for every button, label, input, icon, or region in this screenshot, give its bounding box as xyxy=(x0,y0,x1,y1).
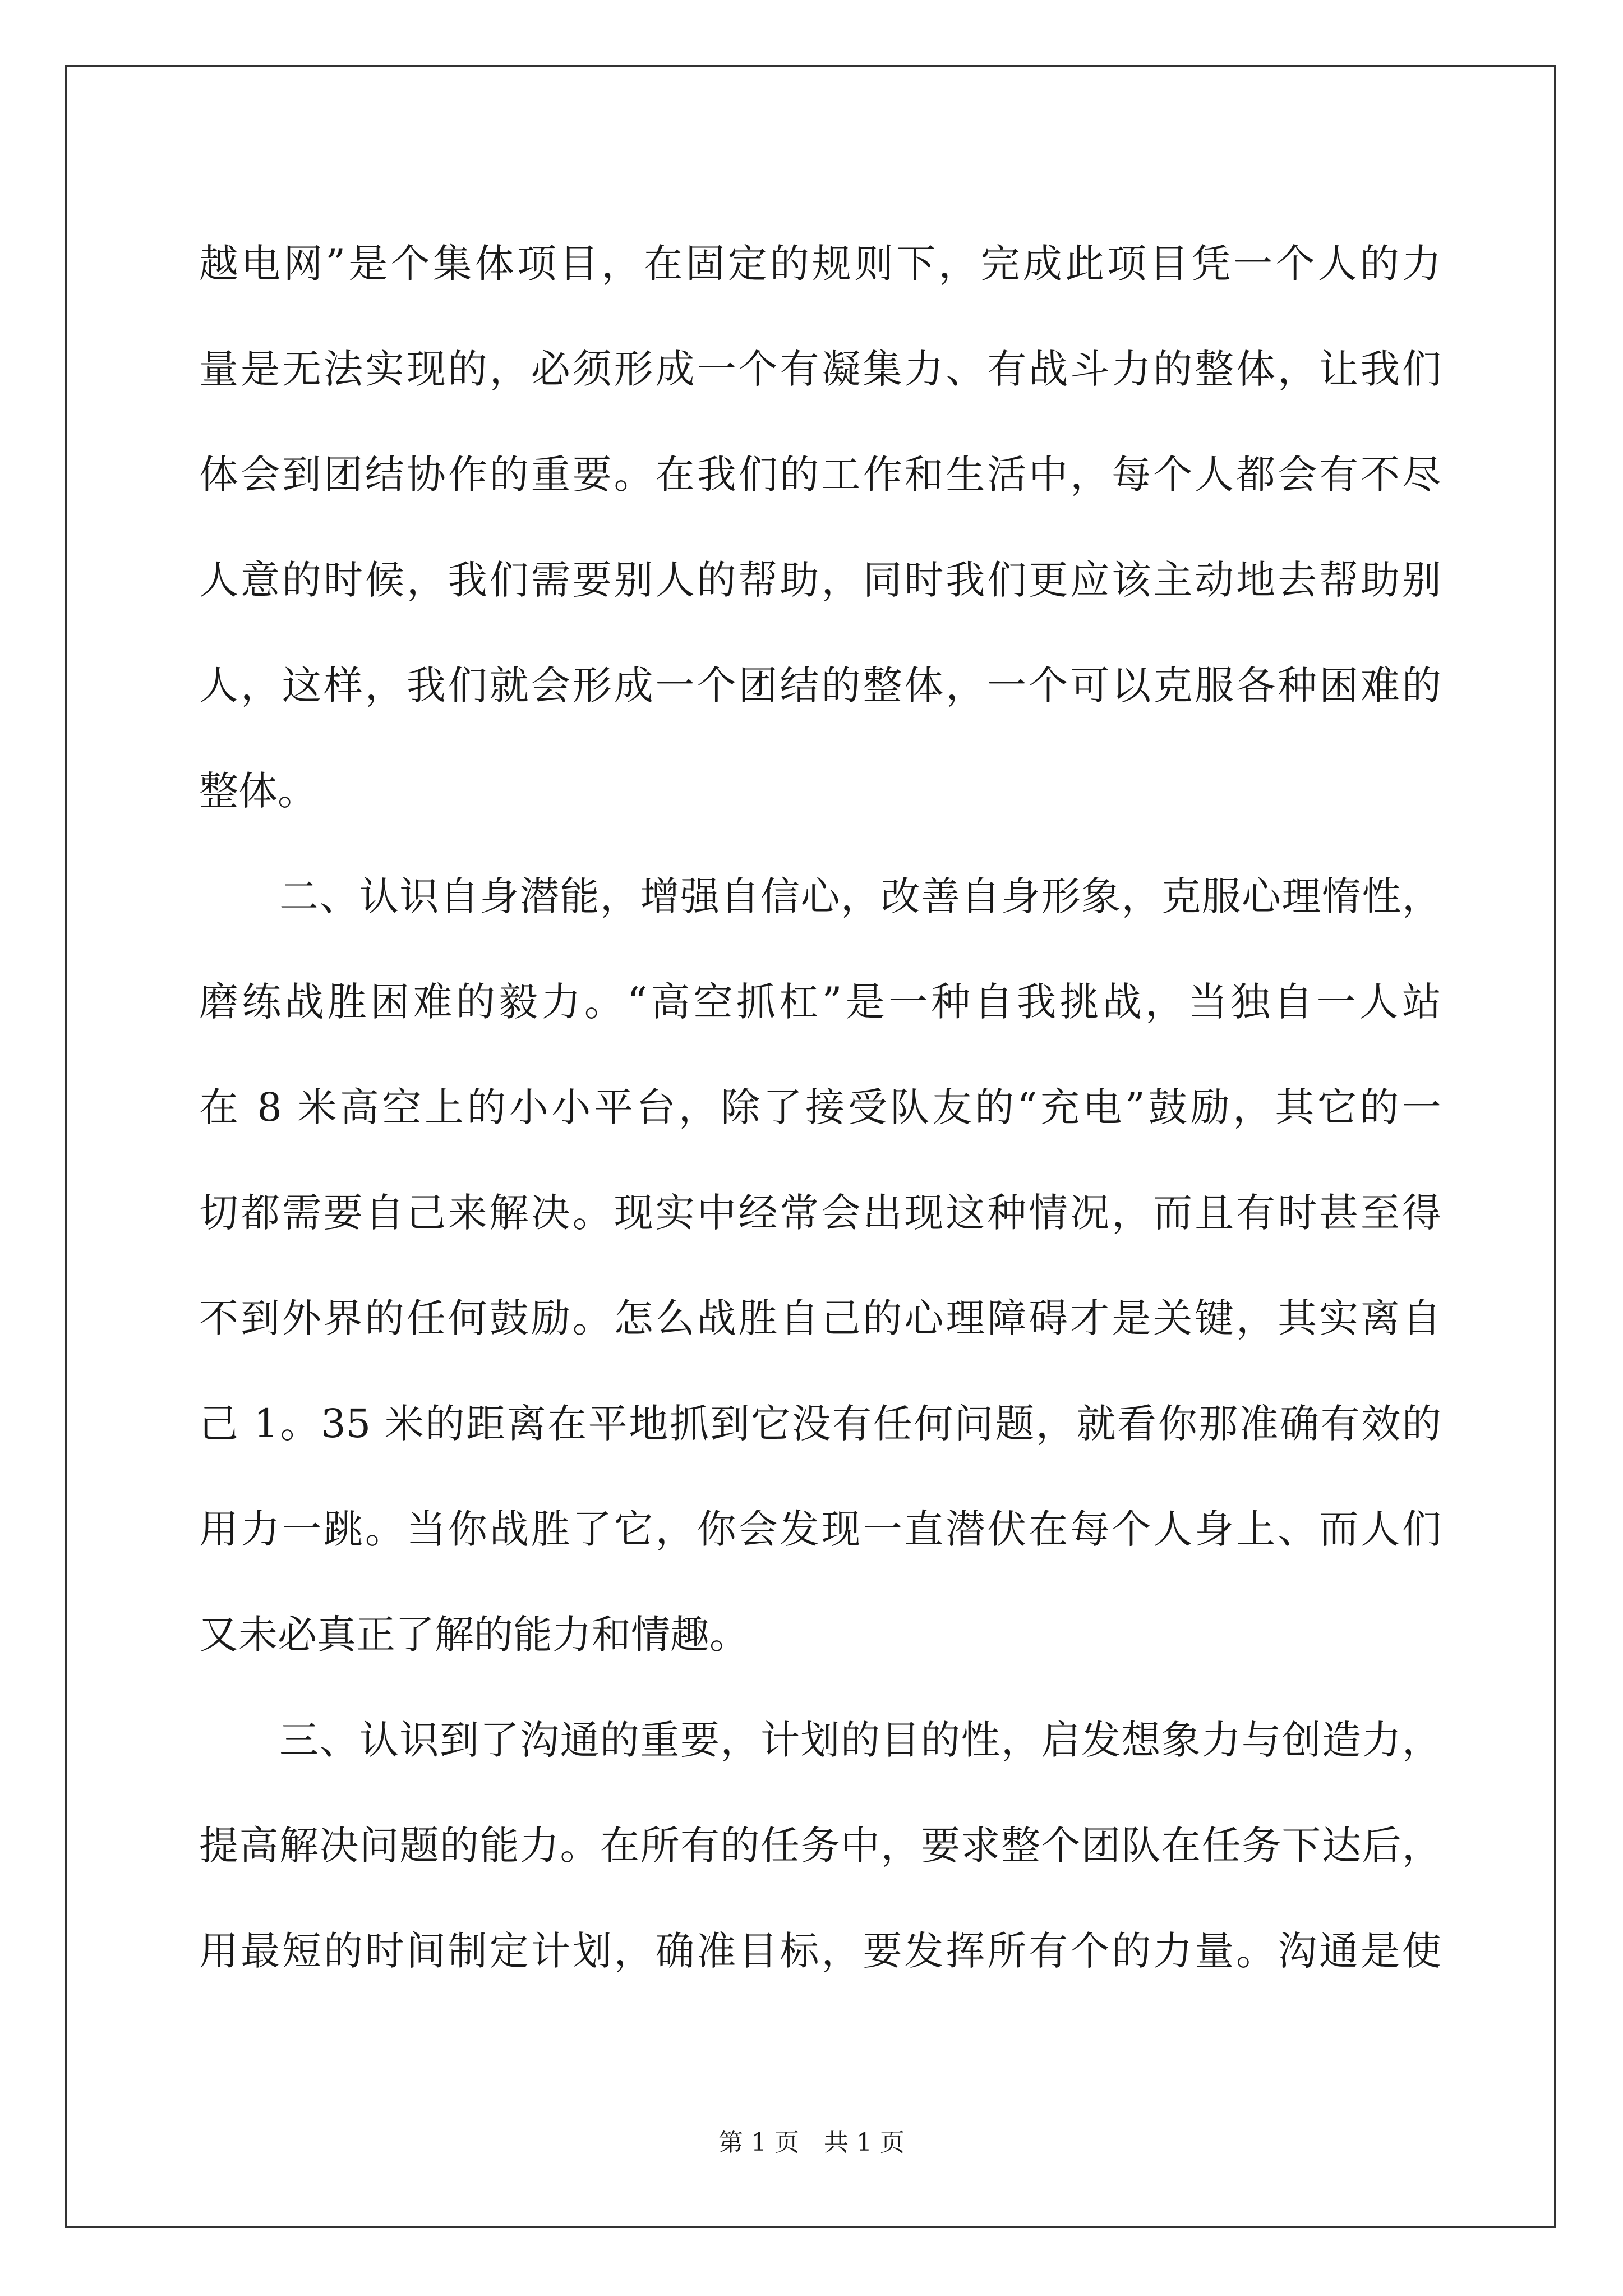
text-line: 在 8 米高空上的小小平台，除了接受队友的“充电”鼓励，其它的一 xyxy=(199,1084,1441,1130)
text-line: 又未必真正了解的能力和情趣。 xyxy=(199,1612,749,1658)
text-line: 量是无法实现的，必须形成一个有凝集力、有战斗力的整体，让我们 xyxy=(199,346,1441,392)
text-line: 人，这样，我们就会形成一个团结的整体，一个可以克服各种困难的 xyxy=(199,662,1441,708)
text-line: 整体。 xyxy=(199,768,317,814)
text-line: 人意的时候，我们需要别人的帮助，同时我们更应该主动地去帮助别 xyxy=(199,557,1441,603)
text-line: 用力一跳。当你战胜了它，你会发现一直潜伏在每个人身上、而人们 xyxy=(199,1506,1441,1552)
text-line: 三、认识到了沟通的重要，计划的目的性，启发想象力与创造力， xyxy=(199,1717,1441,1763)
page-footer: 第 1 页 共 1 页 xyxy=(718,2128,905,2157)
text-line: 磨练战胜困难的毅力。“高空抓杠”是一种自我挑战，当独自一人站 xyxy=(199,979,1441,1025)
text-line: 体会到团结协作的重要。在我们的工作和生活中，每个人都会有不尽 xyxy=(199,452,1441,498)
text-line: 二、认识自身潜能，增强自信心，改善自身形象，克服心理惰性， xyxy=(199,873,1441,919)
text-line: 用最短的时间制定计划，确准目标，要发挥所有个的力量。沟通是使 xyxy=(199,1928,1441,1974)
document-body xyxy=(199,211,1441,2004)
text-line: 切都需要自己来解决。现实中经常会出现这种情况，而且有时甚至得 xyxy=(199,1190,1441,1236)
text-line: 己 1。35 米的距离在平地抓到它没有任何问题，就看你那准确有效的 xyxy=(199,1401,1441,1447)
text-line: 不到外界的任何鼓励。怎么战胜自己的心理障碍才是关键，其实离自 xyxy=(199,1295,1441,1341)
text-line: 越电网”是个集体项目，在固定的规则下，完成此项目凭一个人的力 xyxy=(199,241,1441,287)
text-line: 提高解决问题的能力。在所有的任务中，要求整个团队在任务下达后， xyxy=(199,1823,1441,1869)
